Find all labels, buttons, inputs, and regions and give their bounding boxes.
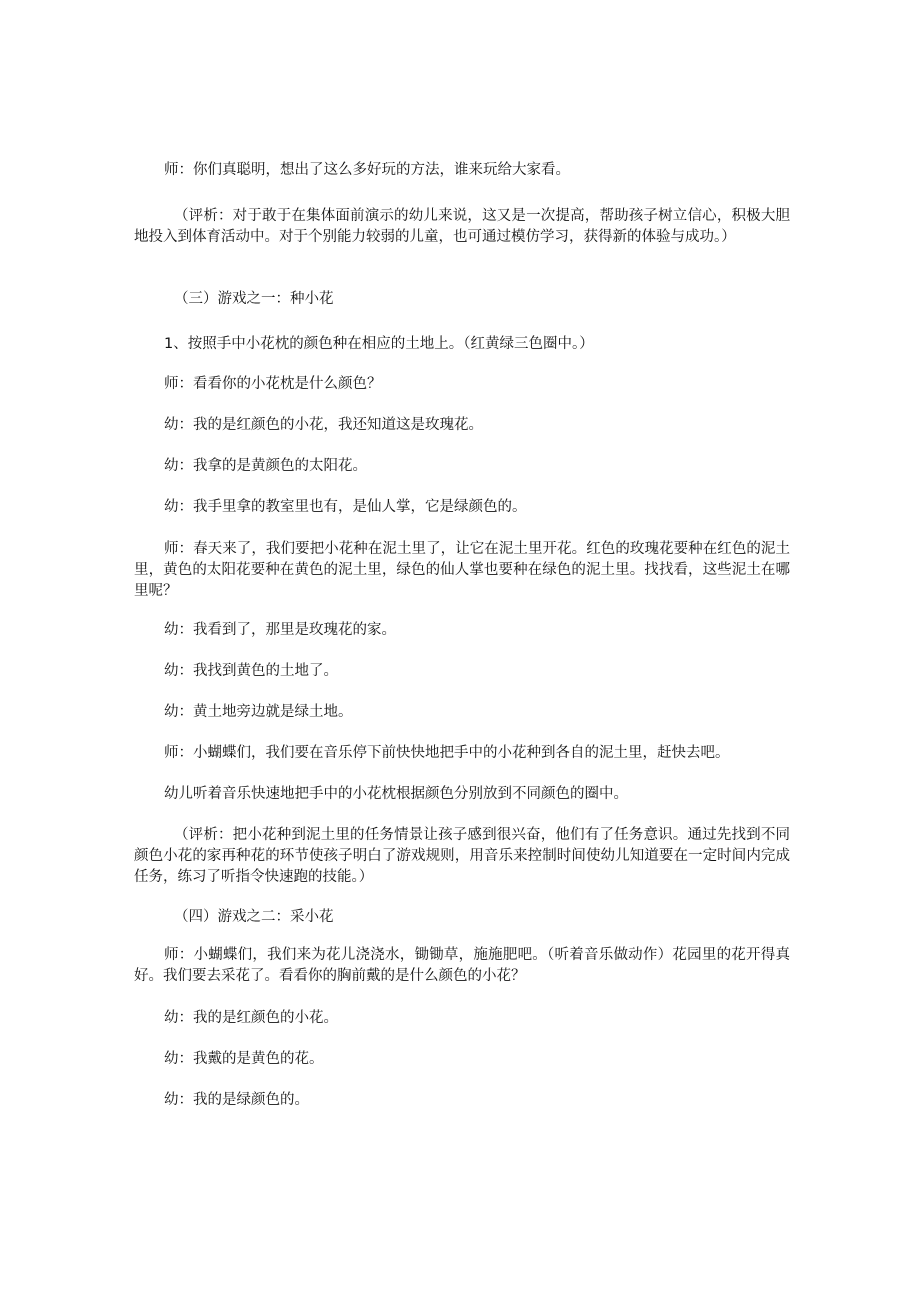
paragraph-dialogue: 幼：我找到黄色的土地了。	[164, 663, 338, 679]
paragraph-dialogue: 幼：我的是绿颜色的。	[164, 1092, 309, 1108]
paragraph-narration: 幼儿听着音乐快速地把手中的小花枕根据颜色分别放到不同颜色的圈中。	[164, 786, 628, 802]
paragraph-dialogue: 幼：黄土地旁边就是绿土地。	[164, 704, 353, 720]
paragraph-teacher-butterflies: 师：小蝴蝶们，我们来为花儿浇浇水，锄锄草，施施肥吧。（听着音乐做动作）花园里的花开得真好。我们要去采花了。看看你的胸前戴的是什么颜色的小花？	[134, 947, 790, 984]
paragraph-dialogue: 幼：我手里拿的教室里也有，是仙人掌，它是绿颜色的。	[164, 499, 527, 515]
paragraph-commentary-1: （评析：对于敢于在集体面前演示的幼儿来说，这又是一次提高，帮助孩子树立信心，积极大胆地投入到体育活动中。对于个别能力较弱的儿童，也可通过模仿学习，获得新的体验与成功。）	[134, 208, 790, 245]
paragraph-dialogue: 师：看看你的小花枕是什么颜色？	[164, 376, 382, 392]
paragraph-dialogue: 幼：我的是红颜色的小花，我还知道这是玫瑰花。	[164, 417, 483, 433]
section-heading-game-1: （三）游戏之一：种小花	[174, 291, 334, 307]
paragraph-instruction-1: 1、按照手中小花枕的颜色种在相应的土地上。（红黄绿三色圈中。）	[164, 336, 594, 352]
paragraph-dialogue: 幼：我的是红颜色的小花。	[164, 1010, 338, 1026]
paragraph-teacher-praise: 师：你们真聪明，想出了这么多好玩的方法，谁来玩给大家看。	[164, 162, 570, 178]
section-heading-game-2: （四）游戏之二：采小花	[174, 909, 334, 925]
paragraph-dialogue: 幼：我拿的是黄颜色的太阳花。	[164, 458, 367, 474]
paragraph-commentary-2: （评析：把小花种到泥土里的任务情景让孩子感到很兴奋，他们有了任务意识。通过先找到不同颜色小花的家再种花的环节使孩子明白了游戏规则，用音乐来控制时间使幼儿知道要在一定时间内完成任务，练习了听指令快速跑的技能。）	[134, 827, 790, 885]
paragraph-dialogue: 幼：我戴的是黄色的花。	[164, 1051, 324, 1067]
paragraph-teacher-spring: 师：春天来了，我们要把小花种在泥土里了，让它在泥土里开花。红色的玫瑰花要种在红色的泥土里，黄色的太阳花要种在黄色的泥土里，绿色的仙人掌也要种在绿色的泥土里。找找看，这些泥土在哪里呢？	[134, 541, 790, 599]
paragraph-dialogue: 师：小蝴蝶们，我们要在音乐停下前快快地把手中的小花种到各自的泥土里，赶快去吧。	[164, 745, 730, 761]
paragraph-dialogue: 幼：我看到了，那里是玫瑰花的家。	[164, 622, 396, 638]
